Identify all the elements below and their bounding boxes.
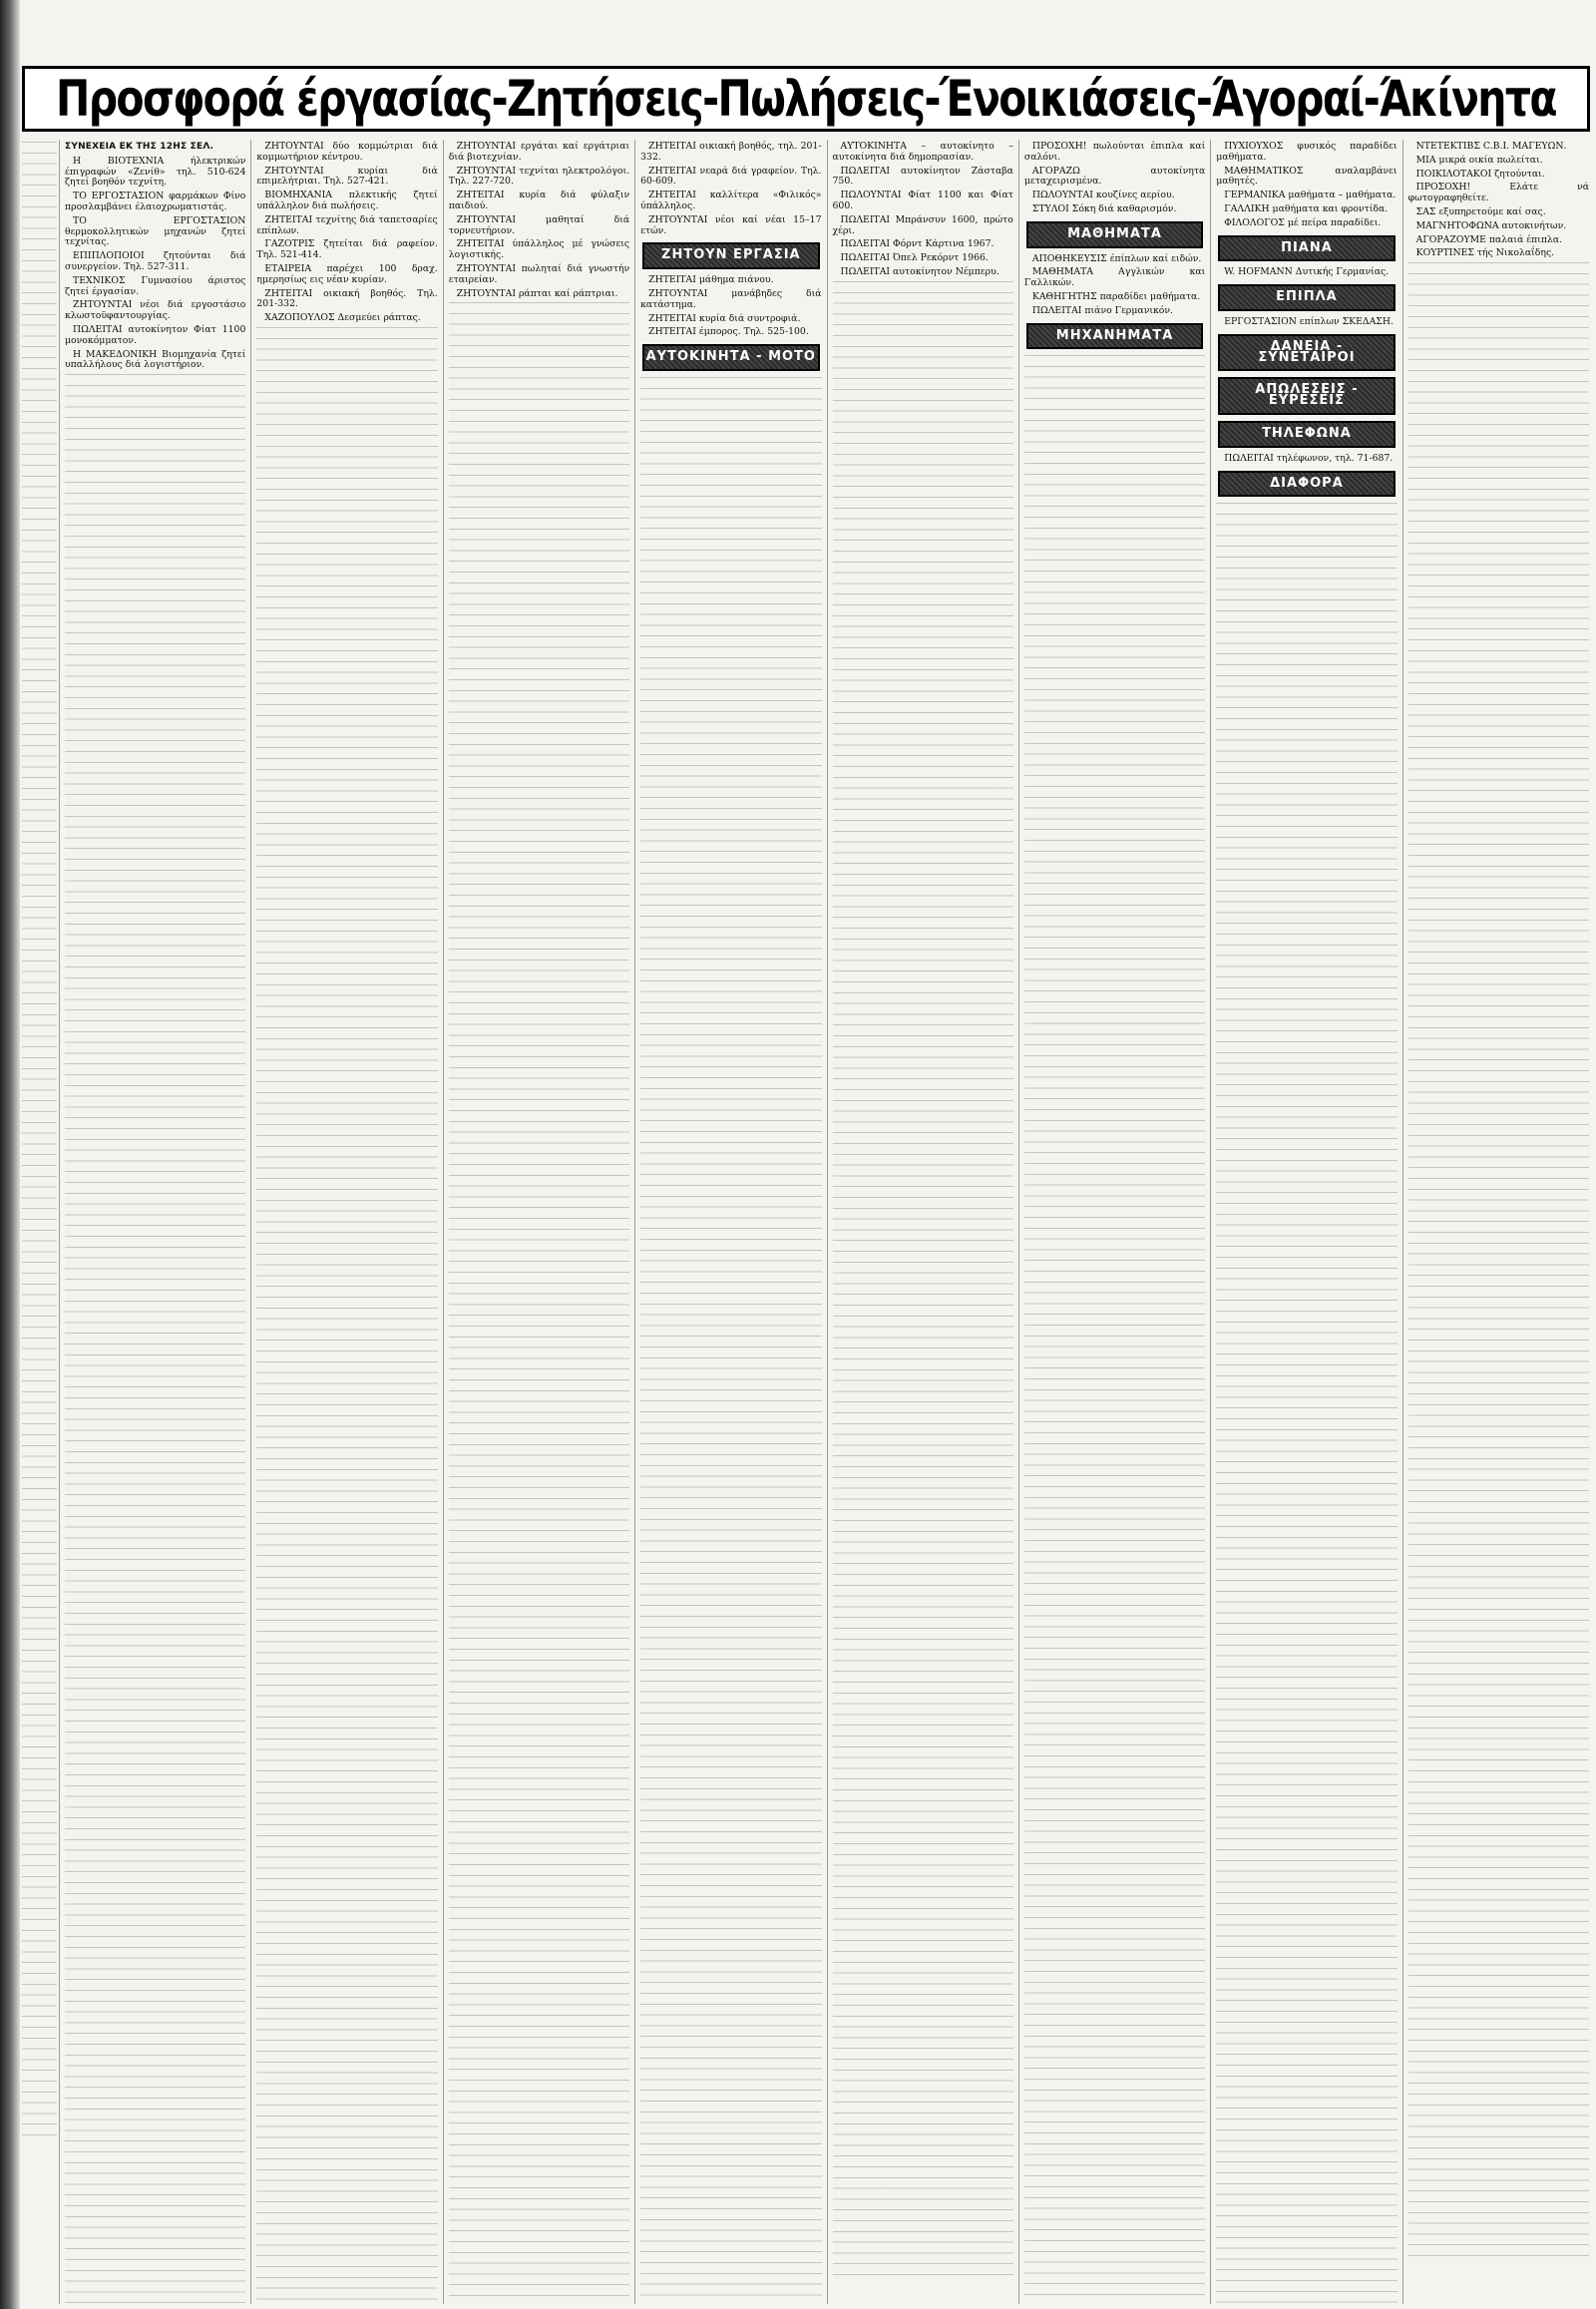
section-header-apoleseis: ΑΠΩΛΕΣΕΙΣ - ΕΥΡΕΣΕΙΣ	[1218, 377, 1395, 415]
classified-ad: ΖΗΤΟΥΝΤΑΙ μαθηταί διά τορνευτήριον.	[448, 213, 630, 236]
classified-ad: ΠΥΧΙΟΥΧΟΣ φυσικός παραδίδει μαθήματα.	[1216, 141, 1397, 163]
column-text-block	[833, 281, 1013, 2276]
classified-ad: ΠΡΟΣΟΧΗ! Ελάτε νά φωτογραφηθείτε.	[1407, 182, 1589, 204]
classified-ad: ΖΗΤΟΥΝΤΑΙ μανάβηδες διά κατάστημα.	[640, 287, 822, 310]
page-binding-edge	[0, 0, 20, 2309]
classified-ad: ΖΗΤΟΥΝΤΑΙ νέοι διά εργοστάσιο κλωστοϋφαντουργίας.	[65, 299, 246, 322]
classified-ad: ΖΗΤΟΥΝΤΑΙ τεχνίται ηλεκτρολόγοι. Τηλ. 227-720.	[448, 165, 630, 188]
section-header-piana: ΠΙΑΝΑ	[1218, 235, 1395, 262]
classified-columns	[20, 140, 1594, 2304]
classified-ad: ΠΩΛΕΙΤΑΙ Μπράνσυν 1600, πρώτο χέρι.	[832, 213, 1013, 236]
column-2	[251, 140, 443, 2304]
classified-ad: ΖΗΤΟΥΝΤΑΙ νέοι καί νέαι 15–17 ετών.	[640, 213, 822, 236]
classified-ad: ΒΙΟΜΗΧΑΝΙΑ πλεκτικής ζητεί υπάλληλον διά πωλήσεις.	[256, 190, 438, 211]
section-header-automobiles: ΑΥΤΟΚΙΝΗΤΑ - ΜΟΤΟ	[642, 344, 819, 371]
classified-ad: ΠΩΛΕΙΤΑΙ Φόρντ Κάρτινα 1967.	[840, 238, 995, 250]
classified-ad: ΖΗΤΕΙΤΑΙ κυρία διά συντροφιά.	[648, 312, 801, 324]
column-text-block	[449, 302, 629, 2297]
classified-ad: ΑΓΟΡΑΖΟΥΜΕ παλαιά έπιπλα.	[1415, 233, 1563, 245]
classified-ad: W. HOFMANN Δυτικής Γερμανίας.	[1224, 266, 1390, 278]
column-5	[828, 140, 1019, 2304]
classifieds-banner	[22, 66, 1590, 132]
classified-ad: ΖΗΤΟΥΝΤΑΙ πωληταί διά γνωστήν εταιρείαν.	[448, 262, 630, 285]
classified-ad: ΚΑΘΗΓΗΤΗΣ παραδίδει μαθήματα.	[1031, 290, 1201, 302]
column-6	[1019, 140, 1211, 2304]
classified-ad: ΜΑΓΝΗΤΟΦΩΝΑ αυτοκινήτων.	[1415, 219, 1567, 231]
classified-ad: ΠΩΛΕΙΤΑΙ πιάνο Γερμανικόν.	[1031, 304, 1174, 316]
classified-ad: ΖΗΤΕΙΤΑΙ καλλίτερα «Φιλικός» ύπάλληλος.	[640, 190, 822, 211]
column-text-block	[1216, 503, 1396, 2304]
section-header-tilefona: ΤΗΛΕΦΩΝΑ	[1218, 421, 1395, 448]
classified-ad: ΜΑΘΗΜΑΤΙΚΟΣ αναλαμβάνει μαθητές.	[1216, 165, 1397, 188]
classified-ad: ΤΕΧΝΙΚΟΣ Γυμνασίου άριστος ζητεί έργασίαν.	[65, 274, 246, 297]
column-8	[1403, 140, 1594, 2304]
classified-ad: ΦΙΛΟΛΟΓΟΣ μέ πείρα παραδίδει.	[1224, 216, 1382, 228]
classified-ad: ΖΗΤΟΥΝΤΑΙ ράπται καί ράπτριαι.	[456, 287, 618, 299]
column-1	[60, 140, 251, 2304]
banner-title: Προσφορά έργασίας-Ζητήσεις-Πωλήσεις-Ένοικιάσεις-Άγοραί-Άκίνητα	[56, 70, 1556, 128]
classified-ad: ΠΩΛΕΙΤΑΙ αυτοκίνητον Νέμπερυ.	[840, 265, 999, 277]
section-header-mixanimata: ΜΗΧΑΝΗΜΑΤΑ	[1026, 323, 1203, 350]
column-4	[635, 140, 827, 2304]
section-header-epipla: ΕΠΙΠΛΑ	[1218, 284, 1395, 311]
classified-ad: Η ΜΑΚΕΔΟΝΙΚΗ Βιομηχανία ζητεί υπαλλήλους διά λογιστήριον.	[65, 348, 246, 371]
section-header-zitoun-ergasia: ΖΗΤΟΥΝ ΕΡΓΑΣΙΑ	[642, 242, 819, 269]
classified-ad: ΖΗΤΕΙΤΑΙ οικιακή βοηθός. Τηλ. 201-332.	[256, 287, 438, 310]
classified-ad: ΓΑΛΛΙΚΗ μαθήματα και φροντίδα.	[1224, 202, 1389, 214]
continuation-label: ΣΥΝΕΧΕΙΑ ΕΚ ΤΗΣ 12ΗΣ ΣΕΛ.	[65, 142, 214, 152]
classified-ad: ΠΩΛΕΙΤΑΙ τηλέφωνον, τηλ. 71-687.	[1224, 452, 1394, 464]
classified-ad: ΚΟΥΡΤΙΝΕΣ τής Νικολαΐδης.	[1415, 247, 1555, 259]
classified-ad: ΠΩΛΟΥΝΤΑΙ κουζίνες αερίου.	[1031, 190, 1175, 201]
classified-ad: ΜΙΑ μικρά οικία πωλείται.	[1415, 154, 1543, 166]
classified-ad: ΠΩΛΕΙΤΑΙ αυτοκίνητον Φίατ 1100 μονοκόμματον.	[65, 323, 246, 346]
cropped-left-column	[20, 140, 60, 2304]
column-text-block	[65, 374, 245, 2304]
classified-ad: ΑΥΤΟΚΙΝΗΤΑ – αυτοκίνητο – αυτοκίνητα διά δημοπρασίαν.	[832, 141, 1013, 163]
classified-ad: ΠΩΛΟΥΝΤΑΙ Φίατ 1100 και Φίατ 600.	[832, 190, 1013, 211]
classified-ad: ΖΗΤΟΥΝΤΑΙ εργάται καί εργάτριαι διά βιοτεχνίαν.	[448, 141, 630, 163]
classified-ad: ΖΗΤΕΙΤΑΙ μάθημα πιάνου.	[648, 274, 774, 286]
classified-ad: ΕΠΙΠΛΟΠΟΙΟΙ ζητούνται διά συνεργείον. Τηλ. 527-311.	[65, 250, 246, 272]
classified-ad: ΖΗΤΕΙΤΑΙ έμπορος. Τηλ. 525-100.	[648, 326, 809, 338]
classified-ad: ΖΗΤΟΥΝΤΑΙ δύο κομμώτριαι διά κομμωτήριον κέντρου.	[256, 141, 438, 163]
column-text-block	[1024, 355, 1205, 2304]
classified-ad: ΣΑΣ εξυπηρετούμε καί σας.	[1415, 205, 1546, 217]
column-text-block	[1408, 262, 1589, 2257]
column-7	[1211, 140, 1402, 2304]
column-text-block	[22, 142, 57, 2136]
classified-ad: ΖΗΤΕΙΤΑΙ νεαρά διά γραφείον. Τηλ. 60-609.	[640, 165, 822, 188]
classified-ad: ΑΓΟΡΑΖΩ αυτοκίνητα μεταχειρισμένα.	[1023, 165, 1206, 188]
classified-ad: ΣΤΥΛΟΙ Σόκη διά καθαρισμόν.	[1031, 202, 1177, 214]
classified-ad: ΑΠΟΘΗΚΕΥΣΙΣ έπίπλων καί ειδών.	[1031, 252, 1202, 264]
classified-ad: ΝΤΕΤΕΚΤΙΒΣ C.B.I. ΜΑΓΕΥΩΝ.	[1415, 141, 1567, 152]
classified-ad: ΕΡΓΟΣΤΑΣΙΟΝ επίπλων ΣΚΕΔΑΣΗ.	[1224, 315, 1394, 327]
classified-ad: ΓΑΖΟΤΡΙΣ ζητείται διά ραφείον. Τηλ. 521-414.	[256, 238, 438, 261]
classified-ad: ΠΟΙΚΙΛΟΤΑΚΟΙ ζητούνται.	[1415, 168, 1545, 180]
classified-ad: ΖΗΤΕΙΤΑΙ οικιακή βοηθός, τηλ. 201-332.	[640, 141, 822, 163]
classified-ad: ΖΗΤΕΙΤΑΙ τεχνίτης διά ταπετσαρίες επίπλων.	[256, 213, 438, 236]
column-3	[444, 140, 635, 2304]
classified-ad: ΠΩΛΕΙΤΑΙ Όπελ Ρεκόρντ 1966.	[840, 252, 989, 264]
column-text-block	[256, 327, 437, 2304]
classified-ad: ΓΕΡΜΑΝΙΚΑ μαθήματα – μαθήματα.	[1224, 190, 1396, 201]
classified-ad: ΜΑΘΗΜΑΤΑ Αγγλικών και Γαλλικών.	[1023, 266, 1206, 289]
classified-ad: ΠΩΛΕΙΤΑΙ αυτοκίνητον Ζάσταβα 750.	[832, 165, 1013, 188]
classified-ad: ΖΗΤΕΙΤΑΙ ύπάλληλος μέ γνώσεις λογιστικής.	[448, 238, 630, 261]
classified-ad: Η ΒΙΟΤΕΧΝΙΑ ήλεκτρικών έπιγραφών «Ζενίθ» τηλ. 510-624 ζητεί βοηθόν τεχνίτη.	[65, 155, 246, 189]
classified-ad: ΧΑΖΟΠΟΥΛΟΣ Δεσμεύει ράπτας.	[264, 312, 421, 324]
classified-ad: ΤΟ ΕΡΓΟΣΤΑΣΙΟΝ φαρμάκων Φίνο προσλαμβάνει έλαιοχρωματιστάς.	[65, 191, 246, 212]
classified-ad: ΖΗΤΟΥΝΤΑΙ κυρίαι διά επιμελήτριαι. Τηλ. 527-421.	[256, 165, 438, 188]
classified-ad: ΠΡΟΣΟΧΗ! πωλούνται έπιπλα καί σαλόνι.	[1023, 141, 1206, 163]
section-header-diafora: ΔΙΑΦΟΡΑ	[1218, 471, 1395, 498]
column-text-block	[640, 377, 821, 2304]
section-header-mathimata: ΜΑΘΗΜΑΤΑ	[1026, 221, 1203, 248]
classified-ad: ΕΤΑΙΡΕΙΑ παρέχει 100 δραχ. ημερησίως εις νέαν κυρίαν.	[256, 262, 438, 285]
classified-ad: ΤΟ ΕΡΓΟΣΤΑΣΙΟΝ θερμοκολλητικών μηχανών ζητεί τεχνίτας.	[65, 214, 246, 248]
classified-ad: ΖΗΤΕΙΤΑΙ κυρία διά φύλαξιν παιδιού.	[448, 190, 630, 211]
section-header-daneia: ΔΑΝΕΙΑ - ΣΥΝΕΤΑΙΡΟΙ	[1218, 334, 1395, 372]
